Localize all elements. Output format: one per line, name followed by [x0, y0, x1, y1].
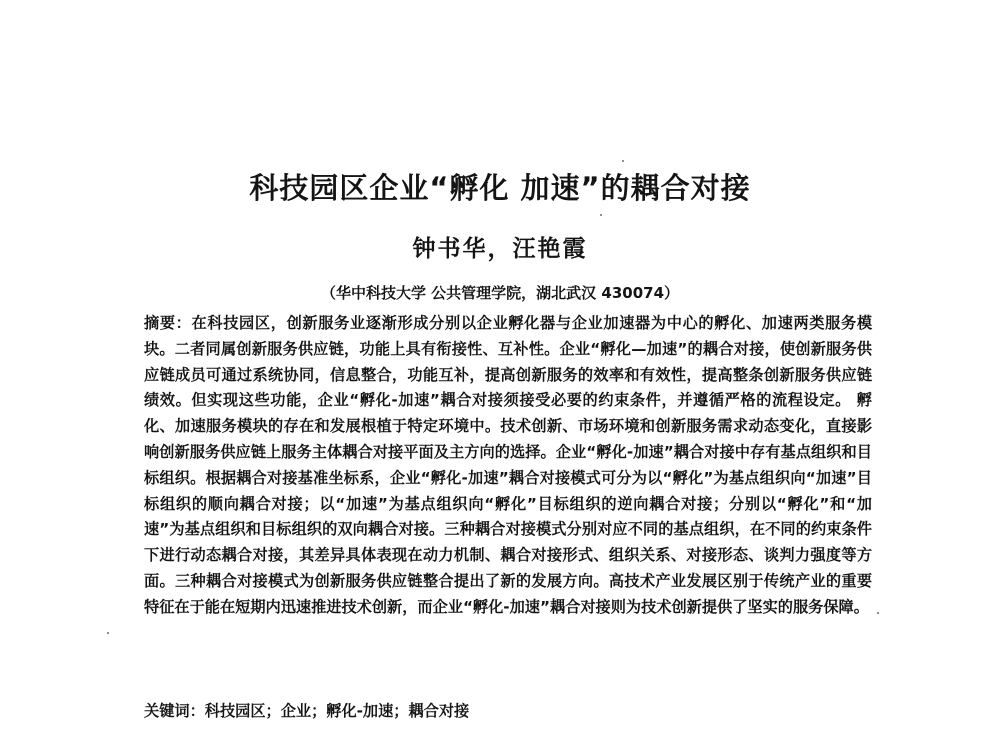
abstract-text: 在科技园区，创新服务业逐渐形成分别以企业孵化器与企业加速器为中心的孵化、加速两类服务模块。二者同属创新服务供应链，功能上具有衔接性、互补性。企业“孵化—加速”的耦合对接，使创新服务供应链成员可通过系统协同，信息整合，功能互补，提高创新服务的效率和有效性，提高整条创新服务供应链绩效。但实现这些功能，企业“孵化-加速”耦合对接须接受必要的约束条件，并遵循严格的流程设定。 孵化、加速服务模块的存在和发展根植于特定环境中。技术创新、市场环境和创新服务需求动态变化，直接影响创新服务供应链上服务主体耦合对接平面及主方向的选择。企业“孵化-加速”耦合对接中存有基点组织和目标组织。根据耦合对接基准坐标系，企业“孵化-加速”耦合对接模式可分为以“孵化”为基点组织向“加速”目标组织的顺向耦合对接；以“加速”为基点组织向“孵化”目标组织的逆向耦合对接；分别以“孵化”和“加速”为基点组织和目标组织的双向耦合对接。三种耦合对接模式分别对应不同的基点组织，在不同的约束条件下进行动态耦合对接，其差异具体表现在动力机制、耦合对接形式、组织关系、对接形态、谈判力强度等方面。三种耦合对接模式为创新服务供应链整合提出了新的发展方向。高技术产业发展区别于传统产业的重要特征在于能在短期内迅速推进技术创新，而企业“孵化-加速”耦合对接则为技术创新提供了坚实的服务保障。: [144, 314, 873, 616]
abstract-label: 摘要：: [144, 314, 192, 332]
scan-speck: [877, 612, 879, 614]
paper-title: 科技园区企业“孵化 加速”的耦合对接: [249, 171, 751, 205]
keywords-text: 科技园区；企业；孵化-加速；耦合对接: [204, 702, 470, 720]
paper-affiliation: （华中科技大学 公共管理学院，湖北武汉 430074）: [320, 284, 680, 302]
scan-speck: [600, 214, 602, 216]
abstract-paragraph: [144, 311, 872, 621]
paper-authors: 钟书华，汪艳霞: [412, 235, 588, 262]
keywords-line: [144, 699, 872, 724]
scan-speck: [622, 160, 624, 162]
scan-speck: [107, 632, 109, 634]
keywords-label: 关键词：: [144, 702, 205, 720]
